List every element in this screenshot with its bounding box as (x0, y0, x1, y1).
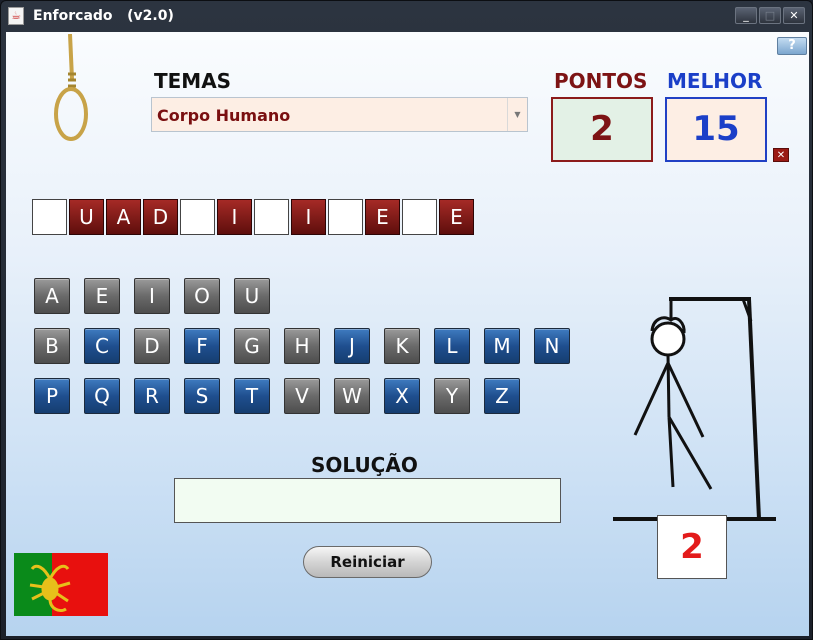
keyboard-row (34, 328, 570, 364)
solucao-input[interactable] (174, 478, 561, 523)
letter-key-t[interactable]: T (234, 378, 270, 414)
word-slot (328, 199, 363, 235)
window-title: Enforcado (v2.0) (33, 8, 174, 24)
word-slot: D (143, 199, 178, 235)
letter-key-x[interactable]: X (384, 378, 420, 414)
letter-key-c[interactable]: C (84, 328, 120, 364)
noose-icon (46, 34, 96, 144)
maximize-button[interactable]: □ (759, 7, 781, 24)
word-slot (32, 199, 67, 235)
reset-best-button[interactable]: ✕ (773, 148, 789, 162)
word-slot (180, 199, 215, 235)
chevron-down-icon[interactable]: ▼ (507, 98, 527, 131)
letter-key-b[interactable]: B (34, 328, 70, 364)
minimize-button[interactable]: _ (735, 7, 757, 24)
java-icon: ☕ (8, 7, 24, 25)
letter-key-a[interactable]: A (34, 278, 70, 314)
letter-key-h[interactable]: H (284, 328, 320, 364)
reiniciar-button[interactable]: Reiniciar (303, 546, 432, 578)
help-button[interactable]: ? (777, 37, 807, 55)
melhor-label: MELHOR (667, 69, 763, 93)
letter-key-y[interactable]: Y (434, 378, 470, 414)
letter-key-s[interactable]: S (184, 378, 220, 414)
letter-key-o[interactable]: O (184, 278, 220, 314)
letter-key-u[interactable]: U (234, 278, 270, 314)
letter-key-p[interactable]: P (34, 378, 70, 414)
title-bar[interactable] (1, 1, 813, 32)
word-slot: E (365, 199, 400, 235)
letter-key-w[interactable]: W (334, 378, 370, 414)
letter-key-g[interactable]: G (234, 328, 270, 364)
word-slot: U (69, 199, 104, 235)
letter-key-f[interactable]: F (184, 328, 220, 364)
close-button[interactable]: ✕ (783, 7, 805, 24)
letter-key-q[interactable]: Q (84, 378, 120, 414)
letter-key-l[interactable]: L (434, 328, 470, 364)
letter-key-n[interactable]: N (534, 328, 570, 364)
word-slot (254, 199, 289, 235)
melhor-value: 15 (665, 97, 767, 162)
word-slots (32, 199, 474, 235)
keyboard-row (34, 278, 270, 314)
portugal-flag-icon (14, 553, 108, 616)
letter-key-k[interactable]: K (384, 328, 420, 364)
client-area (6, 32, 809, 636)
word-slot: E (439, 199, 474, 235)
errors-count: 2 (657, 515, 727, 579)
letter-key-r[interactable]: R (134, 378, 170, 414)
word-slot: I (217, 199, 252, 235)
letter-key-z[interactable]: Z (484, 378, 520, 414)
hangman-figure (611, 287, 781, 527)
letter-key-j[interactable]: J (334, 328, 370, 364)
word-slot: A (106, 199, 141, 235)
letter-key-i[interactable]: I (134, 278, 170, 314)
solucao-label: SOLUÇÃO (311, 453, 418, 477)
word-slot: I (291, 199, 326, 235)
letter-key-e[interactable]: E (84, 278, 120, 314)
temas-dropdown[interactable] (151, 97, 528, 132)
keyboard-row (34, 378, 520, 414)
letter-key-v[interactable]: V (284, 378, 320, 414)
temas-label: TEMAS (154, 69, 232, 93)
letter-key-d[interactable]: D (134, 328, 170, 364)
pontos-label: PONTOS (554, 69, 648, 93)
temas-selected-value: Corpo Humano (157, 106, 291, 125)
pontos-value: 2 (551, 97, 653, 162)
word-slot (402, 199, 437, 235)
letter-key-m[interactable]: M (484, 328, 520, 364)
